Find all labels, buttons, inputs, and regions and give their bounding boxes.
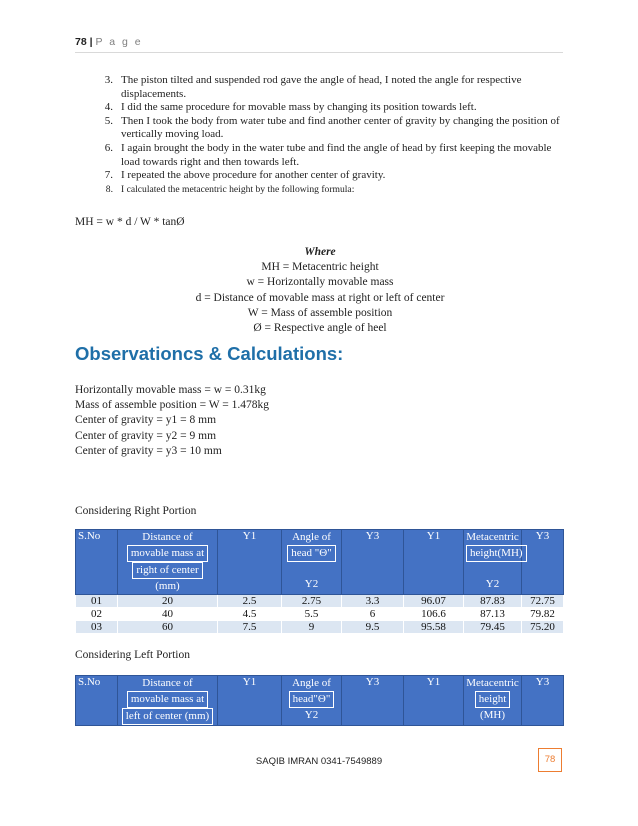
where-line: w = Horizontally movable mass <box>246 276 394 289</box>
formula: MH = w * d / W * tanØ <box>75 216 185 228</box>
table-right <box>75 529 564 634</box>
where-line: d = Distance of movable mass at right or left of center <box>195 291 445 304</box>
footer-page-number: 78 <box>538 748 562 772</box>
list-item: 3. The piston tilted and suspended rod gave the angle of head, I noted the angle for respective displacements. <box>104 74 522 100</box>
observation-line: Horizontally movable mass = w = 0.31kg <box>75 384 266 396</box>
table-header-row <box>76 676 564 726</box>
col-y3b: Y3 <box>522 530 564 595</box>
table-header-row <box>76 530 564 595</box>
list-item: 4. I did the same procedure for movable mass by changing its position towards left. <box>104 101 477 114</box>
table-right-caption: Considering Right Portion <box>75 505 197 517</box>
page-header <box>75 36 143 48</box>
table-left-caption: Considering Left Portion <box>75 649 190 661</box>
where-line: MH = Metacentric height <box>261 261 379 274</box>
table-left <box>75 675 564 726</box>
col-mh: Metacentric height(MH) Y2 <box>464 530 522 595</box>
header-divider <box>75 52 563 53</box>
list-item: 6. I again brought the body in the water tube and find the angle of head by first keeping the movable load towards right and then towards left. <box>104 141 552 168</box>
table-row: 01 20 2.5 2.75 3.3 96.07 87.83 72.75 <box>76 595 564 608</box>
col-y1b: Y1 <box>404 676 464 726</box>
col-mh: Metacentric height (MH) <box>464 676 522 726</box>
col-sno: S.No <box>76 676 118 726</box>
col-y1: Y1 <box>218 676 282 726</box>
observation-line: Center of gravity = y1 = 8 mm <box>75 414 217 427</box>
section-title: Observationcs & Calculations: <box>75 343 344 364</box>
col-angle: Angle of head "Θ" Y2 <box>282 530 342 595</box>
col-sno: S.No <box>76 530 118 595</box>
header-page-word: P a g e <box>95 36 143 48</box>
list-item: 5. Then I took the body from water tube and find another center of gravity by changing the position of vertically moving load. <box>104 114 560 141</box>
where-block <box>75 245 565 336</box>
col-y3: Y3 <box>342 676 404 726</box>
list-item: 8. I calculated the metacentric height by the following formula: <box>105 183 355 195</box>
observations <box>75 383 269 459</box>
where-line: W = Mass of assemble position <box>247 306 393 319</box>
table-row: 03 60 7.5 9 9.5 95.58 79.45 75.20 <box>76 621 564 634</box>
page-footer: SAQIB IMRAN 0341-7549889 <box>255 756 383 767</box>
where-title: Where <box>304 246 336 258</box>
col-angle: Angle of head"Θ" Y2 <box>282 676 342 726</box>
table-row: 02 40 4.5 5.5 6 106.6 87.13 79.82 <box>76 608 564 621</box>
list-item: 7. I repeated the above procedure for another center of gravity. <box>104 169 386 182</box>
col-distance: Distance of movable mass at right of center (mm) <box>118 530 218 595</box>
header-page-number: 78 <box>75 36 87 48</box>
col-y3b: Y3 <box>522 676 564 726</box>
col-y1b: Y1 <box>404 530 464 595</box>
procedure-steps <box>75 74 565 196</box>
observation-line: Center of gravity = y2 = 9 mm <box>75 429 217 442</box>
col-y3: Y3 <box>342 530 404 595</box>
observation-line: Mass of assemble position = W = 1.478kg <box>75 399 269 412</box>
col-distance: Distance of movable mass at left of center (mm) <box>118 676 218 726</box>
where-line: Ø = Respective angle of heel <box>253 322 387 335</box>
col-y1: Y1 <box>218 530 282 595</box>
header-separator: | <box>89 36 93 48</box>
observation-line: Center of gravity = y3 = 10 mm <box>75 444 222 457</box>
